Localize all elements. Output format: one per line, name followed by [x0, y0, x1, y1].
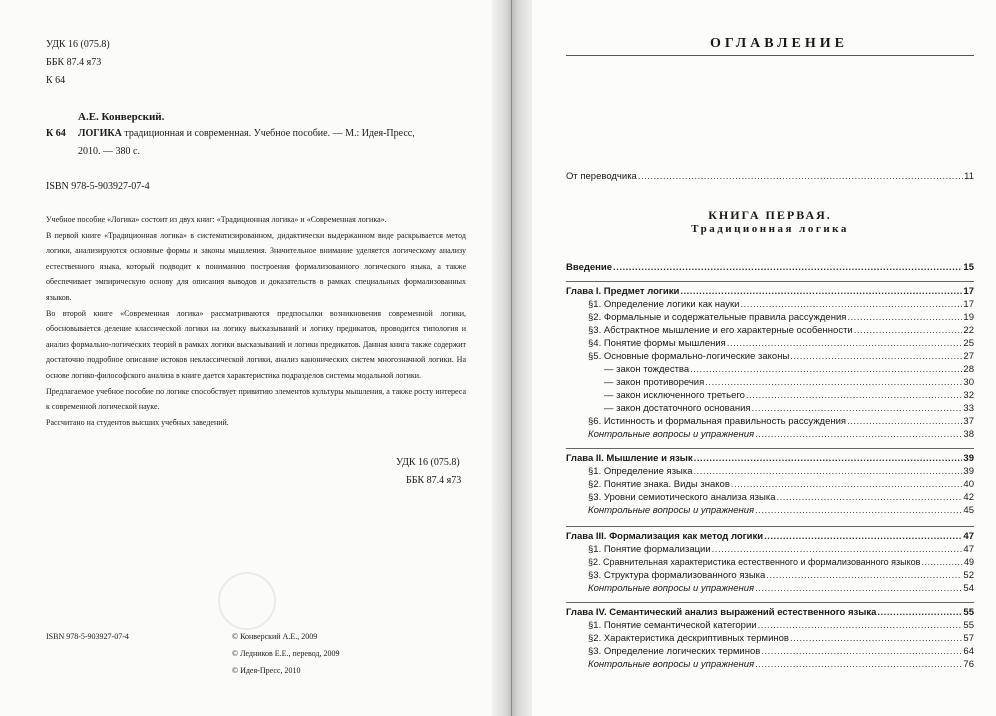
- toc-exercises: [588, 428, 974, 441]
- toc-label: §1. Определение языка: [588, 466, 693, 477]
- book-title-rest: традиционная и современная. Учебное пособие. — М.: Идея-Пресс,: [124, 128, 415, 139]
- toc-leader: [764, 530, 962, 543]
- author-mark-label: К 64: [46, 128, 66, 139]
- udk-code-right: УДК 16 (075.8): [396, 457, 460, 468]
- chapter-rule: [566, 526, 974, 527]
- toc-section: [588, 569, 974, 582]
- toc-subsection: [604, 376, 974, 389]
- toc-exercises: [588, 658, 974, 671]
- toc-exercises: [588, 504, 974, 517]
- toc-leader: [755, 658, 962, 671]
- toc-page: 37: [963, 416, 974, 427]
- isbn-bottom: ISBN 978-5-903927-07-4: [46, 632, 129, 641]
- author-mark: К 64: [46, 75, 66, 86]
- toc-page: 64: [963, 646, 974, 657]
- toc-leader: [712, 543, 963, 556]
- toc-leader: [755, 504, 962, 517]
- toc-leader: [777, 491, 963, 504]
- toc-section: [588, 337, 974, 350]
- toc-label: — закон достаточного основания: [604, 403, 751, 414]
- udk-code: УДК 16 (075.8): [46, 39, 110, 50]
- toc-label: §3. Определение логических терминов: [588, 646, 761, 657]
- toc-chapter: [566, 285, 974, 298]
- toc-section: [588, 645, 974, 658]
- publisher-seal-watermark: [218, 572, 276, 630]
- toc-section: [588, 478, 974, 491]
- toc-leader: [847, 415, 962, 428]
- toc-leader: [694, 452, 963, 465]
- book-title-line: [78, 127, 415, 141]
- toc-page: 40: [963, 479, 974, 490]
- toc-chapter: [566, 530, 974, 543]
- abstract: [46, 212, 466, 430]
- toc-subsection: [604, 402, 974, 415]
- toc-page: 76: [963, 659, 974, 670]
- toc-leader: [705, 376, 962, 389]
- bbk-code-right: ББК 87.4 я73: [406, 475, 462, 486]
- part-title: КНИГА ПЕРВАЯ.: [708, 208, 832, 222]
- toc-label: Контрольные вопросы и упражнения: [588, 429, 755, 440]
- toc-label: Глава III. Формализация как метод логики: [566, 531, 764, 542]
- toc-leader: [854, 324, 963, 337]
- toc-label: Глава IV. Семантический анализ выражений естественного языка: [566, 607, 877, 618]
- part-subtitle: Традиционная логика: [691, 223, 849, 235]
- toc-page: 33: [963, 403, 974, 414]
- toc-page: 54: [963, 583, 974, 594]
- toc-section: [588, 491, 974, 504]
- toc-label: §2. Сравнительная характеристика естественного и формализованного языков: [588, 557, 921, 567]
- chapter-rule: [566, 602, 974, 603]
- isbn-top: ISBN 978-5-903927-07-4: [46, 181, 150, 192]
- toc-entry-translator: [566, 170, 974, 183]
- toc-label: Контрольные вопросы и упражнения: [588, 583, 755, 594]
- toc-section: [588, 619, 974, 632]
- toc-page: 11: [964, 171, 974, 182]
- toc-page: 32: [963, 390, 974, 401]
- toc-chapter: [566, 606, 974, 619]
- toc-section: [588, 556, 974, 569]
- toc-subsection: [604, 389, 974, 402]
- toc-page: 25: [963, 338, 974, 349]
- toc-label: §2. Понятие знака. Виды знаков: [588, 479, 730, 490]
- toc-leader: [694, 465, 963, 478]
- toc-leader: [877, 606, 962, 619]
- toc-label: §1. Понятие семантической категории: [588, 620, 757, 631]
- toc-label: §2. Характеристика дескриптивных терминов: [588, 633, 789, 644]
- toc-leader: [746, 389, 963, 402]
- copyright-translator: © Ледников Е.Е., перевод, 2009: [232, 649, 340, 658]
- toc-label: §3. Структура формализованного языка: [588, 570, 766, 581]
- toc-page: 17: [963, 299, 974, 310]
- toc-page: 39: [963, 453, 974, 464]
- toc-label: §3. Абстрактное мышление и его характерные особенности: [588, 325, 853, 336]
- toc-page: 57: [963, 633, 974, 644]
- toc-label: §5. Основные формально-логические законы: [588, 351, 790, 362]
- toc-section: [588, 465, 974, 478]
- toc-leader: [755, 582, 962, 595]
- toc-leader: [613, 261, 962, 274]
- toc-section: [588, 543, 974, 556]
- toc-page: 28: [963, 364, 974, 375]
- toc-section: [588, 311, 974, 324]
- toc-page: 22: [963, 325, 974, 336]
- toc-label: §4. Понятие формы мышления: [588, 338, 726, 349]
- toc-label: Глава II. Мышление и язык: [566, 453, 693, 464]
- toc-section: [588, 632, 974, 645]
- chapter-rule: [566, 281, 974, 282]
- toc-label: Контрольные вопросы и упражнения: [588, 659, 755, 670]
- chapter-rule: [566, 448, 974, 449]
- toc-leader: [752, 402, 963, 415]
- toc-page: 38: [963, 429, 974, 440]
- toc-section: [588, 350, 974, 363]
- toc-page: 47: [963, 531, 974, 542]
- toc-label: — закон исключенного третьего: [604, 390, 745, 401]
- toc-exercises: [588, 582, 974, 595]
- toc-page: 49: [963, 557, 974, 567]
- contents-heading: ОГЛАВЛЕНИЕ: [710, 36, 848, 51]
- abstract-paragraph: В первой книге «Традиционная логика» в систематизированном, дидактически выдержанном виде раскрывается метод логики, анализируются основные формы и законы мышления. Значительное внимание уделяется логическому анализу естественного языка, который подводит к пониманию построения формализованного логического языка, а также обеспечивает эмпирическую основу для описания выводов и доказательств в рамках специальных формализованных языков.: [46, 230, 466, 302]
- abstract-paragraph: Предлагаемое учебное пособие по логике способствует привитию элементов культуры мышления, а также росту интереса к современной логической науке.: [46, 386, 466, 412]
- toc-leader: [690, 363, 962, 376]
- toc-section: [588, 415, 974, 428]
- heading-rule: [566, 55, 974, 56]
- toc-label: — закон тождества: [604, 364, 690, 375]
- toc-page: 27: [963, 351, 974, 362]
- toc-label: От переводчика: [566, 171, 637, 182]
- toc-leader: [790, 350, 962, 363]
- toc-label: §2. Формальные и содержательные правила рассуждения: [588, 312, 847, 323]
- copyright-publisher: © Идея-Пресс, 2010: [232, 666, 301, 675]
- toc-section: [588, 324, 974, 337]
- toc-page: 45: [963, 505, 974, 516]
- toc-leader: [761, 645, 962, 658]
- toc-label: Контрольные вопросы и упражнения: [588, 505, 755, 516]
- book-title-line-2: 2010. — 380 с.: [78, 146, 140, 157]
- bbk-code: ББК 87.4 я73: [46, 57, 102, 68]
- toc-leader: [740, 298, 962, 311]
- toc-leader: [847, 311, 962, 324]
- toc-page: 15: [963, 262, 974, 273]
- imprint-page: [0, 0, 492, 716]
- toc-entry-intro: [566, 261, 974, 274]
- toc-section: [588, 298, 974, 311]
- toc-label: §1. Определение логики как науки: [588, 299, 740, 310]
- toc-leader: [680, 285, 962, 298]
- toc-page: 17: [963, 286, 974, 297]
- toc-page: 47: [963, 544, 974, 555]
- toc-leader: [755, 428, 962, 441]
- toc-page: 55: [963, 620, 974, 631]
- toc-page: 52: [963, 570, 974, 581]
- toc-page: 55: [963, 607, 974, 618]
- toc-label: — закон противоречия: [604, 377, 705, 388]
- toc-label: §6. Истинность и формальная правильность рассуждения: [588, 416, 847, 427]
- toc-page: 19: [963, 312, 974, 323]
- toc-leader: [731, 478, 963, 491]
- book-gutter: [492, 0, 532, 716]
- toc-subsection: [604, 363, 974, 376]
- abstract-paragraph: Учебное пособие «Логика» состоит из двух книг: «Традиционная логика» и «Современная логика».: [46, 215, 387, 224]
- gutter-fold: [511, 0, 512, 716]
- toc-label: Глава I. Предмет логики: [566, 286, 680, 297]
- toc-leader: [758, 619, 963, 632]
- abstract-paragraph: Во второй книге «Современная логика» рассматриваются предпосылки возникновения современной логики, обосновывается деление классической логики на логику высказываний и логику предикатов, проводится типология и анализ формально-логических теорий в рамках логики высказываний и логики предикатов. Данная книга также содержит достаточно подробное описание истоков неклассической логики, анализ канонических систем многозначной логики. На основе логико-философского анализа в книге дается характеристика подразделов системы модальной логики.: [46, 308, 466, 380]
- toc-label: §3. Уровни семиотического анализа языка: [588, 492, 776, 503]
- toc-page: 39: [963, 466, 974, 477]
- toc-chapter: [566, 452, 974, 465]
- toc-page: 42: [963, 492, 974, 503]
- abstract-paragraph: Рассчитано на студентов высших учебных заведений.: [46, 417, 229, 427]
- copyright-author: © Конверский А.Е., 2009: [232, 632, 318, 641]
- toc-leader: [921, 556, 963, 569]
- toc-leader: [766, 569, 962, 582]
- toc-leader: [790, 632, 962, 645]
- toc-label: §1. Понятие формализации: [588, 544, 711, 555]
- author-name: А.Е. Конверский.: [78, 111, 165, 123]
- toc-leader: [638, 170, 963, 183]
- toc-label: Введение: [566, 262, 613, 273]
- toc-leader: [727, 337, 963, 350]
- book-title: ЛОГИКА: [78, 128, 122, 139]
- show-through-text: [192, 88, 200, 111]
- toc-page: 30: [963, 377, 974, 388]
